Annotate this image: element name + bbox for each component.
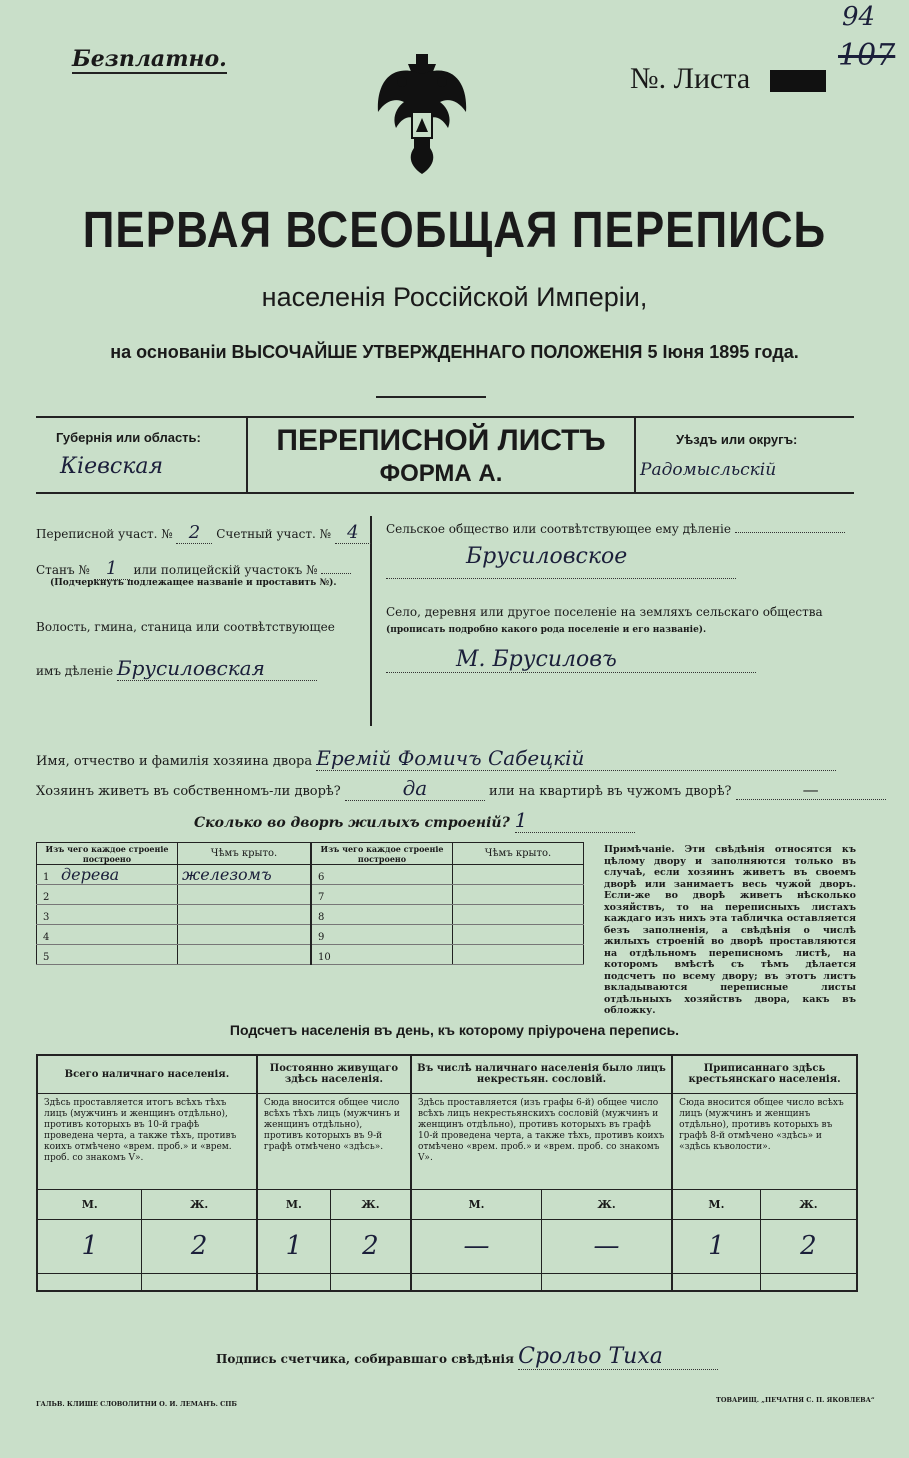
- building-roof-value: [453, 945, 584, 965]
- stan-value: 1: [94, 558, 130, 580]
- volost-label: Волость, гмина, станица или соотвѣтствующее: [36, 620, 335, 634]
- summary-blank-cell: [330, 1273, 411, 1291]
- gubernia-box: [36, 418, 248, 492]
- building-number: 2: [43, 892, 50, 903]
- form-name-line1: ПЕРЕПИСНОЙ ЛИСТЪ: [276, 424, 606, 457]
- buildings-count-row: [194, 808, 635, 833]
- stan-label: Станъ №: [36, 563, 90, 577]
- summary-group-desc: Здѣсь проставляется итогъ всѣхъ тѣхъ лицъ (мужчинъ и женщинъ отдѣльно), противъ которыхъ въ 10-й графѣ проведена черта, а также тѣхъ, противъ коихъ отмѣчено «врем. проб.» и «врем. проб. со знакомъ V».: [37, 1093, 257, 1189]
- building-roof-value: [453, 905, 584, 925]
- building-roof-value: [453, 885, 584, 905]
- col-male-header: М.: [257, 1189, 331, 1219]
- summary-group-title: Приписаннаго здѣсь крестьянскаго населенія.: [688, 1063, 841, 1086]
- building-material-cell: [37, 905, 178, 925]
- summary-heading: Подсчетъ населенія въ день, къ которому пріурочена перепись.: [229, 1022, 680, 1038]
- building-material-cell: [311, 925, 453, 945]
- signature-row: [216, 1344, 718, 1370]
- summary-blank-cell: [142, 1273, 257, 1291]
- division-label: имъ дѣленіе: [36, 664, 114, 678]
- summary-blank-cell: [541, 1273, 672, 1291]
- count-area-label: Счетный участ. №: [216, 527, 331, 541]
- summary-table-grid: [36, 1054, 858, 1292]
- building-roof-value: [178, 925, 312, 945]
- building-material-cell: [311, 905, 453, 925]
- summary-group-desc: Сюда вносится общее число всѣхъ лицъ (мужчинъ и женщинъ отдѣльно), противъ которыхъ въ графѣ 8-й отмѣчено «здѣсь» и «здѣсь къволости».: [679, 1097, 844, 1152]
- summary-group-desc: Здѣсь проставляется (изъ графы 6-й) общее число всѣхъ лицъ некрестьянскихъ сословій (мужчинъ и женщинъ отдѣльно), противъ которыхъ въ графѣ 10-й проведена черта, а также тѣхъ, противъ коихъ отмѣчено «врем. проб.» и «врем. проб. со знакомъ V».: [411, 1093, 672, 1189]
- census-subtitle: населенія Россійской Имперіи,: [261, 282, 648, 312]
- female-count-value: 2: [330, 1219, 411, 1273]
- col-female-header: Ж.: [541, 1189, 672, 1219]
- building-material-cell: [311, 885, 453, 905]
- buildings-table-row: [37, 865, 584, 885]
- summary-blank-cell: [37, 1273, 142, 1291]
- gubernia-label: Губернія или область:: [56, 430, 201, 445]
- building-roof-value: [453, 865, 584, 885]
- census-area-value: 2: [176, 522, 212, 544]
- building-material-cell: [37, 865, 178, 885]
- col-female-header: Ж.: [330, 1189, 411, 1219]
- building-material-cell: [311, 945, 453, 965]
- village-label: Село, деревня или другое поселеніе на земляхъ сельскаго общества: [386, 605, 823, 619]
- village-note: (прописать подробно какого рода поселеніе и его названіе).: [386, 625, 707, 635]
- society-label: Сельское общество или соотвѣтствующее ему дѣленіе: [386, 522, 731, 536]
- imperial-eagle-emblem: [372, 52, 472, 182]
- signature-label: Подпись счетчика, собиравшаго свѣдѣнія: [216, 1352, 514, 1366]
- female-count-value: 2: [142, 1219, 257, 1273]
- left-info-block: [36, 522, 366, 681]
- building-roof-value: [453, 925, 584, 945]
- uezd-box: [634, 418, 856, 492]
- buildings-table-row: [37, 925, 584, 945]
- summary-table: [36, 1054, 858, 1292]
- male-count-value: 1: [37, 1219, 142, 1273]
- buildings-count-value: 1: [515, 808, 635, 833]
- building-roof-value: [178, 885, 312, 905]
- col-roof-header: Чѣмъ крыто.: [178, 843, 312, 865]
- male-count-value: 1: [257, 1219, 331, 1273]
- female-count-value: 2: [800, 1231, 817, 1261]
- male-count-value: —: [411, 1219, 542, 1273]
- summary-group-desc: Сюда вносится общее число всѣхъ тѣхъ лицъ (мужчинъ и женщинъ отдѣльно), противъ которыхъ въ 9-й графѣ отмѣчено «здѣсь».: [257, 1093, 411, 1189]
- building-number: 10: [318, 952, 331, 963]
- footer-right-print: ТОВАРИЩ. „ПЕЧАТНЯ С. П. ЯКОВЛЕВА“: [716, 1396, 875, 1404]
- note-text: Эти свѣдѣнія относятся къ цѣлому двору и заполняются только въ случаѣ, если хозяинъ живетъ въ своемъ дворѣ или занимаетъ весь чужой дворъ. Если-же во дворѣ живетъ нѣсколько хозяйствъ, то на переписныхъ листахъ каждаго изъ нихъ эта табличка оставляется безъ заполненія, а свѣдѣнія о числѣ жилыхъ строеній во дворѣ проставляются на отдѣльномъ переписномъ листѣ, на которомъ вмѣстѣ съ тѣмъ дѣлается подсчетъ по всему двору; въ этотъ листъ вкладываются переписные листы отдѣльныхъ хозяйствъ двора, какъ въ обложку.: [604, 844, 856, 1016]
- building-material-cell: [311, 865, 453, 885]
- footer-left-print: ГАЛЬВ. КЛИШЕ СЛОВОЛИТНИ О. И. ЛЕМАНЪ. СПБ: [36, 1400, 237, 1408]
- building-number: 6: [318, 872, 325, 883]
- uezd-label: Уѣздъ или округъ:: [676, 432, 798, 447]
- free-label: Безплатно.: [72, 46, 227, 72]
- ornament-divider: [376, 396, 486, 402]
- summary-group-title: Постоянно живущаго здѣсь населенія.: [257, 1055, 411, 1093]
- census-basis: на основаніи ВЫСОЧАЙШЕ УТВЕРЖДЕННАГО ПОЛОЖЕНІЯ 5 Іюня 1895 года.: [110, 342, 799, 362]
- lives-own-label: Хозяинъ живетъ въ собственномъ-ли дворѣ?: [36, 784, 341, 799]
- lives-rent-label: или на квартирѣ въ чужомъ дворѣ?: [489, 784, 732, 799]
- owner-lives-row: [36, 776, 856, 801]
- building-material-cell: [37, 885, 178, 905]
- note-title: Примѣчаніе.: [604, 844, 675, 855]
- gubernia-value: Кіевская: [60, 454, 164, 479]
- note-block: [604, 844, 856, 1017]
- police-value: [321, 573, 351, 574]
- division-value: Брусиловская: [117, 656, 317, 681]
- col-male-header: М.: [672, 1189, 760, 1219]
- police-label: или полицейскій участокъ №: [133, 563, 318, 577]
- owner-name-value: Еремій Фомичъ Сабецкій: [316, 746, 836, 771]
- col-female-header: Ж.: [799, 1197, 818, 1211]
- building-roof-value: [178, 945, 312, 965]
- form-header-row: [36, 416, 854, 494]
- building-number: 9: [318, 932, 325, 943]
- buildings-table-row: [37, 885, 584, 905]
- census-area-label: Переписной участ. №: [36, 527, 173, 541]
- society-value: Брусиловское: [386, 544, 736, 579]
- lives-own-value: да: [345, 776, 485, 801]
- summary-blank-cell: [257, 1273, 331, 1291]
- building-material-value: дерева: [61, 865, 120, 884]
- summary-group-title: Всего наличнаго населенія.: [37, 1055, 257, 1093]
- buildings-table: [36, 842, 584, 965]
- building-material-cell: [37, 925, 178, 945]
- summary-blank-cell: [411, 1273, 542, 1291]
- lives-rent-value: —: [736, 780, 886, 800]
- col-material-header-2: Изъ чего каждое строеніе построено: [311, 843, 453, 865]
- col-male-header: М.: [37, 1189, 142, 1219]
- uezd-value: Радомысльскій: [640, 460, 777, 480]
- buildings-table-row: [37, 905, 584, 925]
- summary-group-title: Въ числѣ наличнаго населенія было лицъ некрестьян. сословій.: [411, 1055, 672, 1093]
- count-area-value: 4: [335, 522, 371, 544]
- building-number: 1: [43, 872, 50, 883]
- col-roof-header-2: Чѣмъ крыто.: [484, 848, 552, 859]
- village-value: М. Брусиловъ: [386, 647, 756, 673]
- col-male-header: М.: [411, 1189, 542, 1219]
- building-roof-value: железомъ: [178, 865, 312, 885]
- sheet-number-handwritten: 94: [842, 2, 876, 32]
- underline-note: (Подчеркнуть подлежащее названіе и проставить №).: [50, 578, 337, 588]
- buildings-count-label: Сколько во дворѣ жилыхъ строеній?: [194, 815, 510, 831]
- census-title: ПЕРВАЯ ВСЕОБЩАЯ ПЕРЕПИСЬ: [82, 202, 827, 259]
- col-female-header: Ж.: [142, 1189, 257, 1219]
- building-material-cell: [37, 945, 178, 965]
- buildings-table-row: [37, 945, 584, 965]
- summary-blank-cell: [760, 1273, 857, 1291]
- info-divider: [370, 516, 372, 726]
- col-material-header: Изъ чего каждое строеніе построено: [37, 843, 178, 865]
- female-count-value: —: [541, 1219, 672, 1273]
- owner-name-label: Имя, отчество и фамилія хозяина двора: [36, 754, 313, 769]
- building-roof-value: [178, 905, 312, 925]
- right-info-block: [386, 522, 854, 673]
- form-name-line2: ФОРМА А.: [379, 460, 503, 487]
- male-count-value: 1: [672, 1219, 760, 1273]
- sheet-number-crossed: 107: [838, 38, 896, 73]
- building-number: 8: [318, 912, 325, 923]
- building-number: 4: [43, 932, 50, 943]
- buildings-table-grid: [36, 842, 584, 965]
- building-number: 5: [43, 952, 50, 963]
- summary-blank-cell: [672, 1273, 760, 1291]
- building-number: 3: [43, 912, 50, 923]
- sheet-number-label: №. Листа: [630, 62, 751, 95]
- signature-value: Срольо Тиха: [518, 1344, 718, 1370]
- owner-name-row: [36, 746, 856, 771]
- sheet-number-ink-blot: [770, 70, 826, 92]
- building-number: 7: [318, 892, 325, 903]
